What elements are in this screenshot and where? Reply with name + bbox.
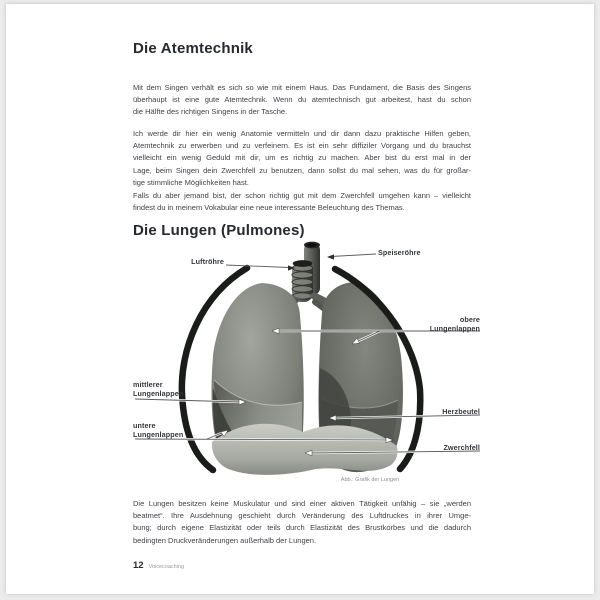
text-line: Lage, beim Singen dein Zwerchfell zu benutzen, dann sollst du mal sehen, was du für großar- [133,165,471,175]
label-obere-lungenlappen: obere Lungenlappen [429,315,480,333]
paragraph-1 [133,82,471,119]
text-line: Falls du aber jemand bist, der schon richtig gut mit dem Zwerchfell umgehen kann – vielleicht [133,191,471,200]
text-line: tige stimmliche Möglichkeiten hast. [133,177,249,187]
paragraph-4 [133,498,471,547]
text-line: die Hälfte des richtigen Singens in der Tasche. [133,107,288,117]
text-line: vielleicht ein wenig Geduld mit dir, um es richtig zu machen. Aber bist du erst mal in der [133,153,471,163]
trachea [292,260,313,302]
text-line: Die Lungen besitzen keine Muskulatur und sind einer aktiven Tätigkeit unfähig – sie „werden [133,499,471,508]
text-line: findest du in meinem Vokabular eine neue interessante Beleuchtung des Themas. [133,203,405,213]
book-title: Voicecoaching [148,564,185,570]
page-title: Die Atemtechnik [133,40,253,57]
section-title-lungen: Die Lungen (Pulmones) [133,222,305,239]
book-page [6,4,594,594]
label-speiseroehre: Speiseröhre [378,248,421,257]
text-line: überhaupt ist eine gute Atemtechnik. Wenn du atemtechnisch gut arbeitest, hast du schon [133,95,471,105]
figure-caption: Abb.: Grafik der Lungen [340,477,400,483]
label-mittlerer-lungenlappen: mittlerer Lungenlappen [133,380,184,398]
paragraph-2 [133,128,471,189]
diaphragm [212,424,398,475]
paragraph-3 [133,190,471,214]
page-footer [133,560,184,571]
text-line: bung; durch eigene Elastizität oder teils durch Elastizität des Brustkorbes und die dadurch [133,523,471,533]
label-zwerchfell: Zwerchfell [443,443,480,452]
text-line: Ich werde dir hier ein wenig Anatomie vermitteln und dir dann dazu praktische Hilfen geben, [133,129,471,138]
page-number: 12 [133,560,144,571]
label-untere-lungenlappen: untere Lungenlappen [133,421,184,439]
label-luftroehre: Luftröhre [191,257,224,266]
text-line: Mit dem Singen verhält es sich so wie mit einem Haus. Das Fundament, die Basis des Singens [133,83,471,92]
text-line: beatmet“. Ihre Ausdehnung geschieht durch Veränderung des Luftdruckes in ihrer Umge- [133,511,471,521]
label-herzbeutel: Herzbeutel [442,407,480,416]
text-line: bedingten Druckveränderungen außerhalb der Lungen. [133,535,317,545]
text-line: Atemtechnik zu erwerben und zu verfeinern. Es ist ein sehr diffiziler Vorgang und du brauchst [133,141,471,151]
